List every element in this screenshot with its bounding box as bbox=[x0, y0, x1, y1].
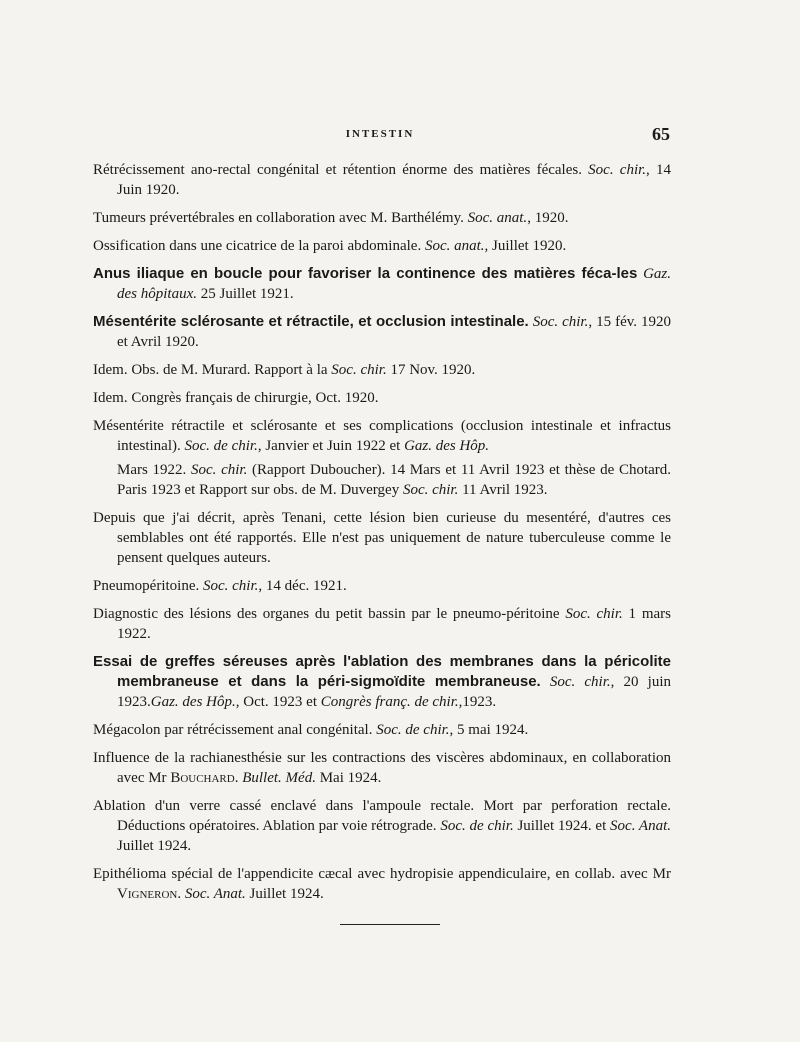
list-item: Epithélioma spécial de l'appendicite cæcal avec hydropisie appendiculaire, en collab. avec Mr Vigneron. Soc. Anat. Juillet 1924. bbox=[93, 866, 671, 902]
list-item: Rétrécissement ano-rectal congénital et rétention énorme des matières fécales. Soc. chir., 14 Juin 1920. bbox=[93, 162, 671, 198]
list-item: Diagnostic des lésions des organes du petit bassin par le pneumo-péritoine Soc. chir. 1 mars 1922. bbox=[93, 606, 671, 642]
list-item-continuation: Mars 1922. Soc. chir. (Rapport Duboucher). 14 Mars et 11 Avril 1923 et thèse de Chotard. Paris 1923 et Rapport sur obs. de M. Duvergey Soc. chir. 11 Avril 1923. bbox=[117, 462, 672, 498]
list-item: Mégacolon par rétrécissement anal congénital. Soc. de chir., 5 mai 1924. bbox=[93, 722, 529, 738]
list-item: Essai de greffes séreuses après l'ablation des membranes dans la péricolite membraneuse et dans la péri-sigmoïdite membraneuse. Soc. chir., 20 juin 1923.Gaz. des Hôp., Oct. 1923 et Congrès franç. de chir.,1923. bbox=[93, 653, 672, 710]
list-item: Mésentérite sclérosante et rétractile, et occlusion intestinale. Soc. chir., 15 fév. 1920 et Avril 1920. bbox=[93, 313, 672, 350]
list-item: Tumeurs prévertébrales en collaboration avec M. Barthélémy. Soc. anat., 1920. bbox=[93, 210, 569, 226]
list-item: Ablation d'un verre cassé enclavé dans l'ampoule rectale. Mort par perforation rectale. Déductions opératoires. Ablation par voie rétrograde. Soc. de chir. Juillet 1924. et Soc. Anat. Juillet 1924. bbox=[93, 798, 672, 854]
page-header bbox=[90, 124, 670, 148]
list-item: Pneumopéritoine. Soc. chir., 14 déc. 1921. bbox=[93, 578, 347, 594]
bibliography-list bbox=[93, 160, 671, 912]
list-item: Anus iliaque en boucle pour favoriser la continence des matières féca-les Gaz. des hôpitaux. 25 Juillet 1921. bbox=[93, 265, 671, 302]
list-item: Idem. Obs. de M. Murard. Rapport à la Soc. chir. 17 Nov. 1920. bbox=[93, 362, 476, 378]
list-item: Idem. Congrès français de chirurgie, Oct. 1920. bbox=[93, 390, 379, 406]
list-item: Depuis que j'ai décrit, après Tenani, cette lésion bien curieuse du mesentéré, d'autres ces semblables ont été rapportés. Elle n'est pas uniquement de nature tuberculeuse comme le pensent quelques auteurs. bbox=[93, 510, 671, 566]
end-rule bbox=[340, 924, 440, 925]
page-number: 65 bbox=[652, 124, 670, 144]
list-item: Influence de la rachianesthésie sur les contractions des viscères abdominaux, en collaboration avec Mr Bouchard. Bullet. Méd. Mai 1924. bbox=[93, 750, 671, 786]
running-title: INTESTIN bbox=[345, 128, 415, 140]
list-item: Ossification dans une cicatrice de la paroi abdominale. Soc. anat., Juillet 1920. bbox=[93, 238, 567, 254]
list-item: Mésentérite rétractile et sclérosante et ses complications (occlusion intestinale et infractus intestinal). Soc. de chir., Janvier et Juin 1922 et Gaz. des Hôp. bbox=[93, 418, 671, 454]
